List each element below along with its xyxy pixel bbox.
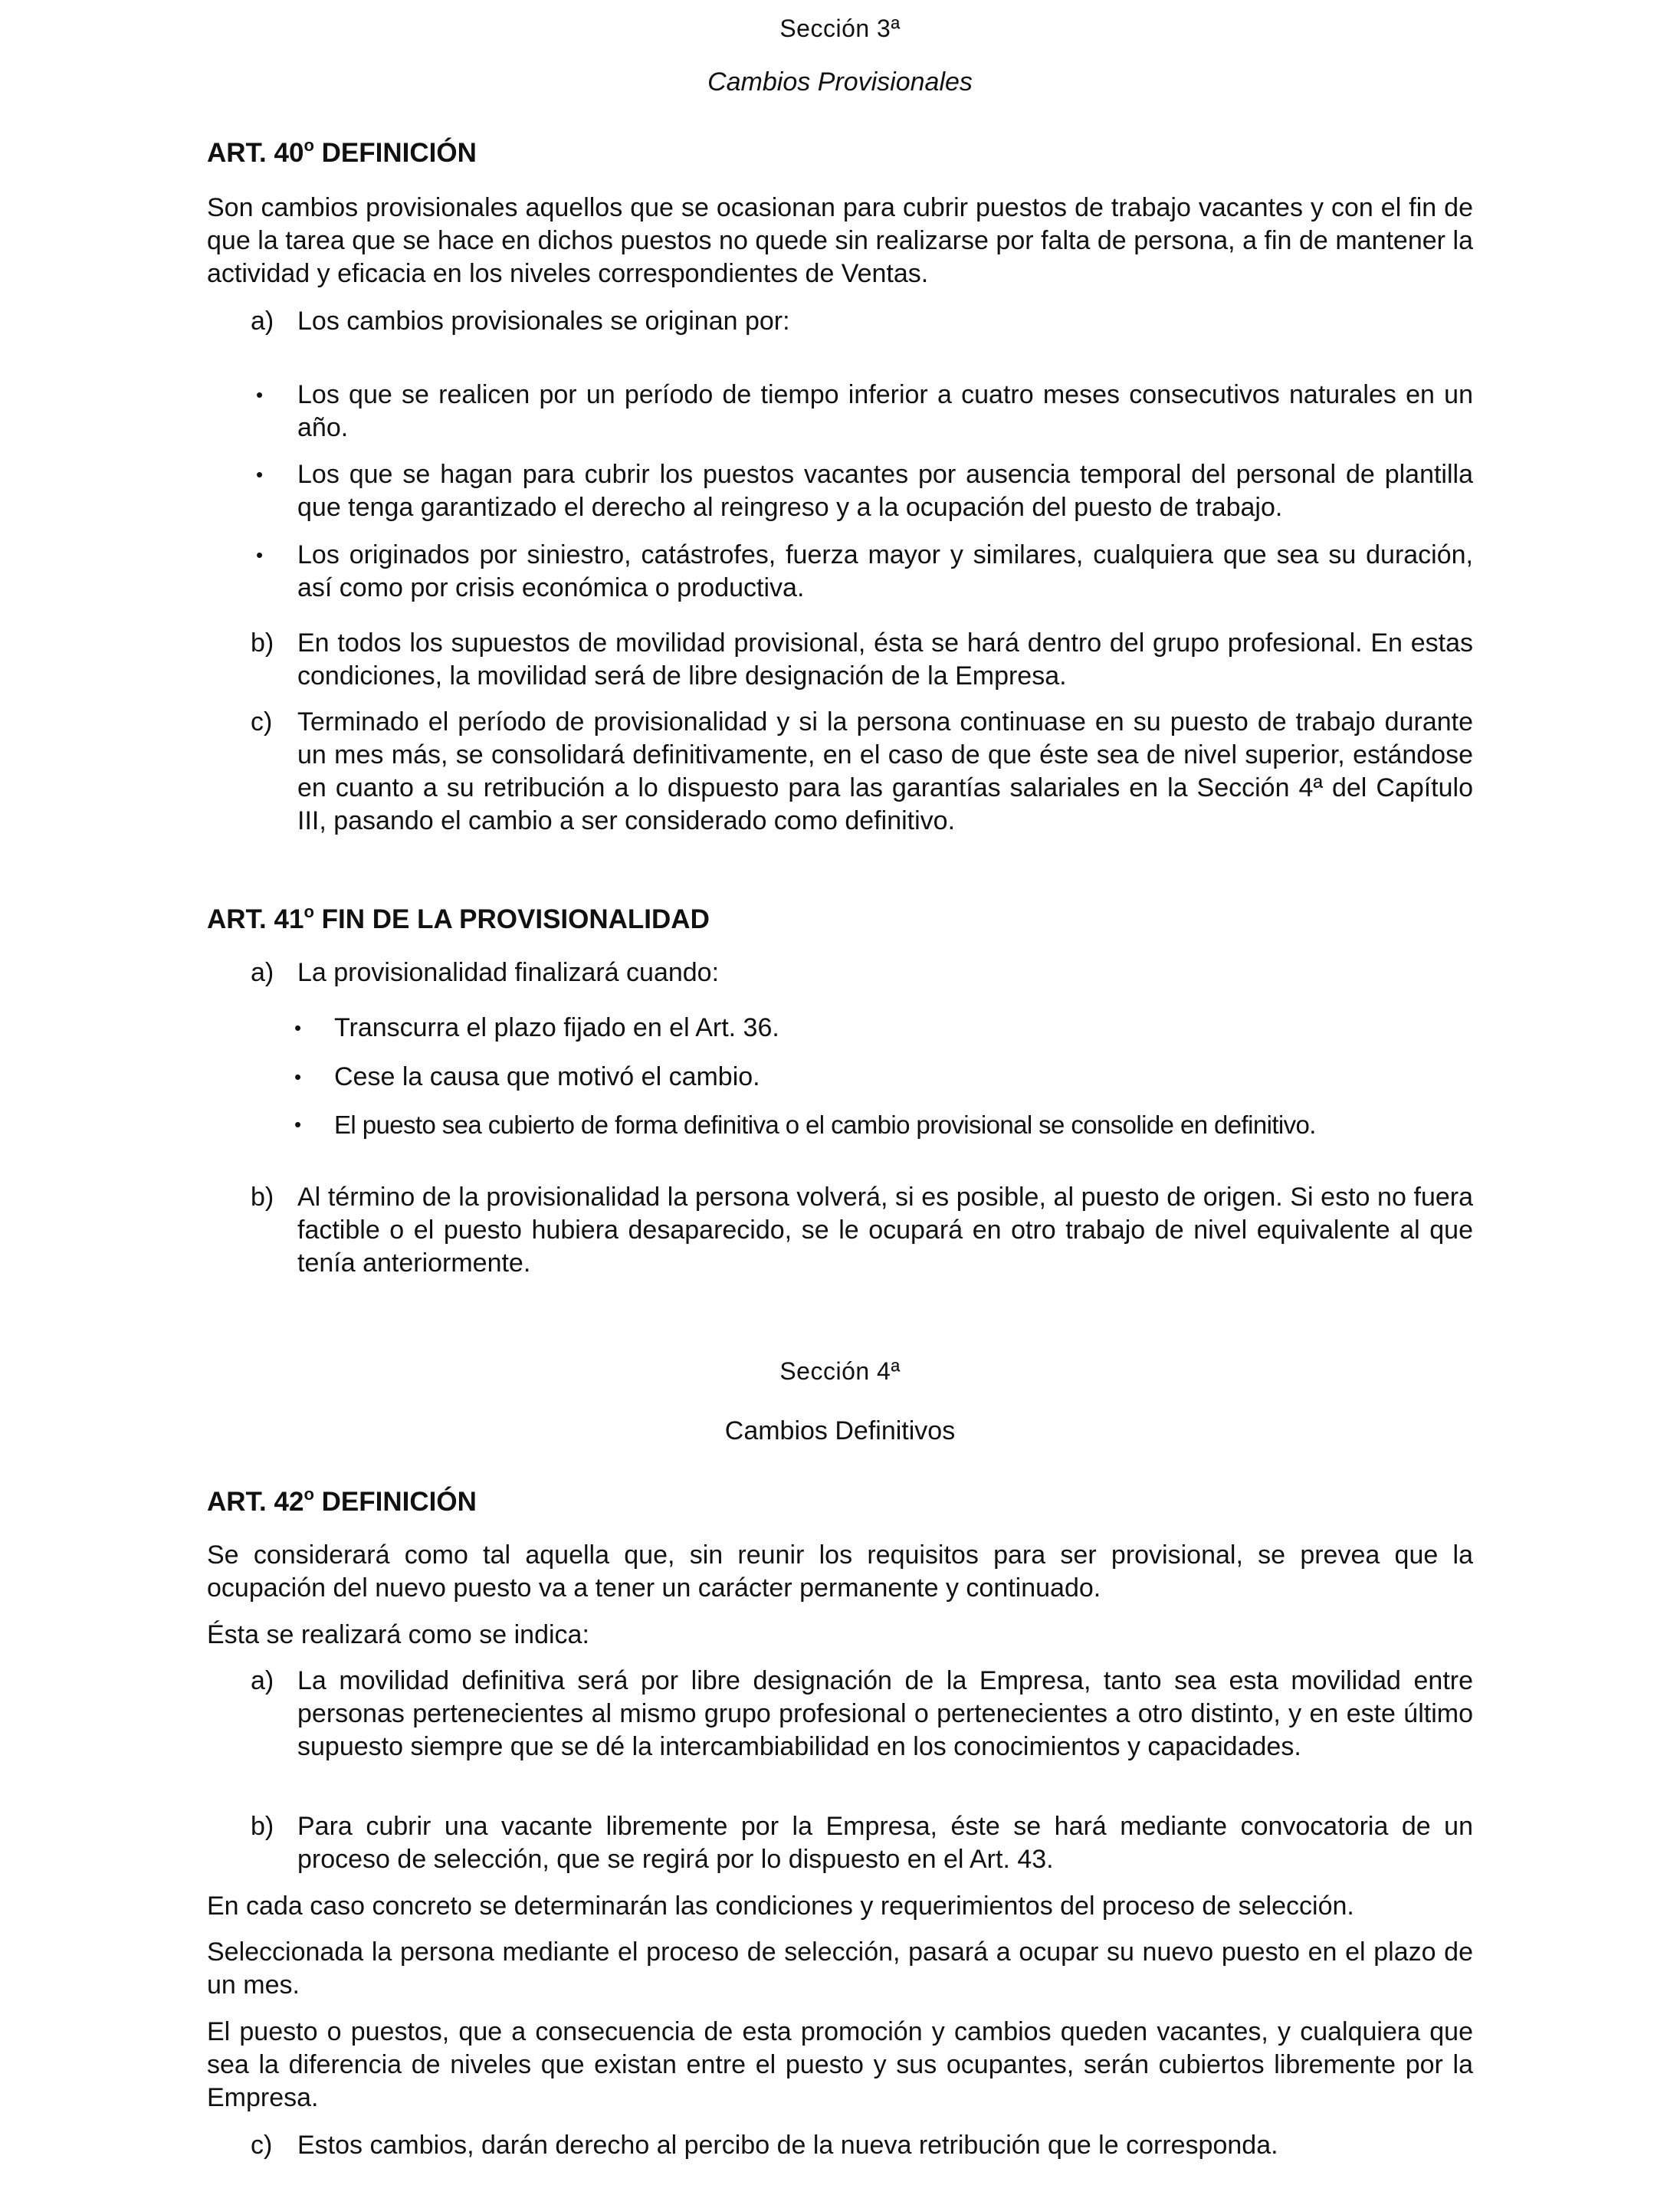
section-4-heading: Sección 4ª <box>779 1357 901 1385</box>
art-42-paragraph-2: Ésta se realizará como se indica: <box>207 1620 589 1649</box>
art-40-heading: ART. 40$^o$ DEFINICIÓN <box>207 136 477 168</box>
art-40-paragraph: Son cambios provisionales aquellos que se ocasionan para cubrir puestos de trabajo vacantes y con el fin de que la tarea que se hace en dichos puestos no quede sin realizarse por falta de persona, a fin de mantener la actividad y eficacia en los niveles correspondientes de Ventas. <box>207 193 1473 288</box>
bullet-dot-icon: • <box>294 1016 302 1039</box>
art-42-paragraph-5: El puesto o puestos, que a consecuencia de esta promoción y cambios queden vacantes, y cualquiera que sea la diferencia de niveles que existan entre el puesto y sus ocupantes, serán cubiertos libremente por la Empresa. <box>207 2017 1473 2112</box>
bullet-dot-icon: • <box>294 1065 302 1088</box>
art-42-paragraph-1: Se considerará como tal aquella que, sin reunir los requisitos para ser provisional, se prevea que la ocupación del nuevo puesto va a tener un carácter permanente y continuado. <box>207 1540 1473 1603</box>
art-41-heading: ART. 41$^o$ FIN DE LA PROVISIONALIDAD <box>207 902 710 934</box>
section-4-subtitle: Cambios Definitivos <box>724 1416 956 1445</box>
bullet-dot-icon: • <box>294 1113 302 1136</box>
art-42-paragraph-3: En cada caso concreto se determinarán las condiciones y requerimientos del proceso de selección. <box>207 1892 1354 1921</box>
art-42-heading: ART. 42$^o$ DEFINICIÓN <box>207 1485 477 1517</box>
bullet-dot-icon: • <box>256 383 264 406</box>
section-3-subtitle: Cambios Provisionales <box>707 67 973 97</box>
bullet-dot-icon: • <box>256 463 264 486</box>
bullet-dot-icon: • <box>256 543 264 566</box>
document-page: Sección 3ª Cambios Provisionales ART. 40$^o$ DEFINICIÓN Son cambios provisionales aquellos que se ocasionan para cubrir puestos de trabajo vacantes y con el fin de que la tarea que se hace en dichos puestos no quede sin realizarse por falta de persona, a fin de mantener la actividad y eficacia en los niveles correspondientes de Ventas. a) Los cambios provisionales se originan por: • Los que se realicen por un período de tiempo inferior a cuatro meses consecutivos naturales en un año. • Los que se hagan para cubrir los puestos vacantes por ausencia temporal del personal de plantilla que tenga garantizado el derecho al reingreso y a la ocupación del puesto de trabajo. • Los originados por siniestro, catástrofes, fuerza mayor y similares, cualquiera que sea su duración, así como por crisis económica o productiva. b) En todos los supuestos de movilidad provisional, ésta se hará dentro del grupo profesional. En estas condiciones, la movilidad será de libre designación de la Empresa. c) Terminado el período de provisionalidad y si la persona continuase en su puesto de trabajo durante un mes más, se consolidará definitivamente, en el caso de que éste sea de nivel superior, estándose en cuanto a su retribución a lo dispuesto para las garantías salariales en la Sección 4ª del Capítulo III, pasando el cambio a ser considerado como definitivo. ART. 41$^o$ FIN DE LA PROVISIONALIDAD a) La provisionalidad finalizará cuando: • Transcurra el plazo fijado en el Art. 36. • Cese la causa que motivó el cambio. • El puesto sea cubierto de forma definitiva o el cambio provisional se consolide en definitivo. b) Al término de la provisionalidad la persona volverá, si es posible, al puesto de origen. Si esto no fuera factible o el puesto hubiera desaparecido, se le ocupará en otro trabajo de nivel equivalente al que tenía anteriormente. Sección 4ª Cambios Definitivos ART. 42$^o$ DEFINICIÓN Se considerará como tal aquella que, sin reunir los requisitos para ser provisional, se prevea que la ocupación del nuevo puesto va a tener un carácter permanente y continuado. Ésta se realizará como se indica: a) La movilidad definitiva será por libre designación de la Empresa, tanto sea esta movilidad entre personas pertenecientes al mismo grupo profesional o pertenecientes a otro distinto, y en este último supuesto siempre que se dé la intercambiabilidad en los conocimientos y capacidades. b) Para cubrir una vacante libremente por la Empresa, éste se hará mediante convocatoria de un proceso de selección, que se regirá por lo dispuesto en el Art. 43. En cada caso concreto se determinarán las condiciones y requerimientos del proceso de selección. Seleccionada la persona mediante el proceso de selección, pasará a ocupar su nuevo puesto en el plazo de un mes. El puesto o puestos, que a consecuencia de esta promoción y cambios queden vacantes, y cualquiera que sea la diferencia de niveles que existan entre el puesto y sus ocupantes, serán cubiertos libremente por la Empresa. c) Estos cambios, darán derecho al percibo de la nueva retribución que le corresponda. <box>0 0 1680 2195</box>
section-3-heading: Sección 3ª <box>779 15 901 42</box>
art-42-paragraph-4: Seleccionada la persona mediante el proceso de selección, pasará a ocupar su nuevo puesto en el plazo de un mes. <box>207 1937 1473 2000</box>
